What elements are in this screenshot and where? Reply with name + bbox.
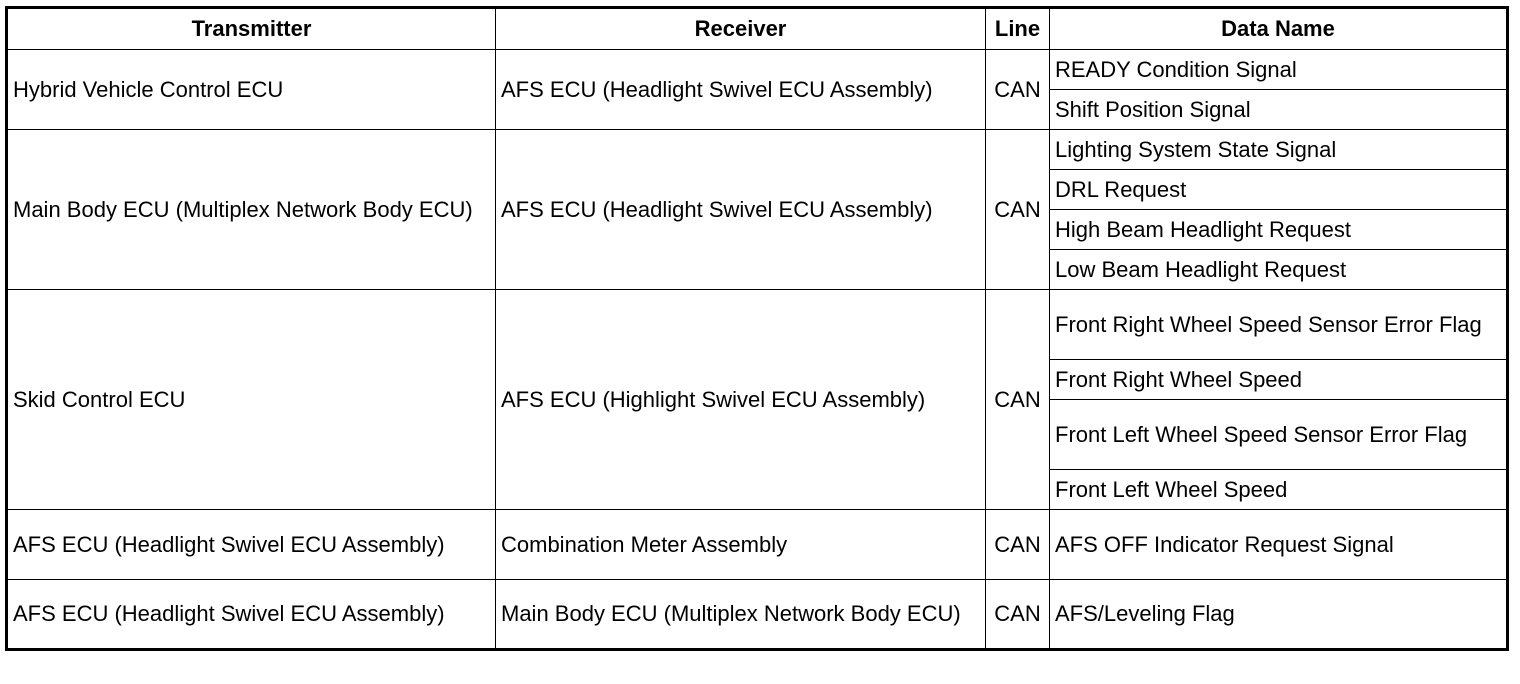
line-cell: CAN — [986, 580, 1050, 650]
data-name-cell: High Beam Headlight Request — [1050, 210, 1508, 250]
table-row — [7, 290, 1508, 360]
data-name-cell: Front Left Wheel Speed — [1050, 470, 1508, 510]
data-name-cell: Lighting System State Signal — [1050, 130, 1508, 170]
data-name-cell: READY Condition Signal — [1050, 50, 1508, 90]
line-cell: CAN — [986, 290, 1050, 510]
data-name-cell: Shift Position Signal — [1050, 90, 1508, 130]
receiver-cell: Combination Meter Assembly — [496, 510, 986, 580]
header-data-name: Data Name — [1050, 8, 1508, 50]
data-name-cell: AFS OFF Indicator Request Signal — [1050, 510, 1508, 580]
transmitter-cell: Hybrid Vehicle Control ECU — [7, 50, 496, 130]
data-name-cell: Front Right Wheel Speed — [1050, 360, 1508, 400]
line-cell: CAN — [986, 50, 1050, 130]
can-communication-table — [5, 6, 1509, 651]
transmitter-cell: AFS ECU (Headlight Swivel ECU Assembly) — [7, 580, 496, 650]
receiver-cell: Main Body ECU (Multiplex Network Body ECU) — [496, 580, 986, 650]
data-name-cell: Front Right Wheel Speed Sensor Error Flag — [1050, 290, 1508, 360]
line-cell: CAN — [986, 130, 1050, 290]
table-row — [7, 50, 1508, 90]
transmitter-cell: Main Body ECU (Multiplex Network Body ECU) — [7, 130, 496, 290]
data-name-cell: DRL Request — [1050, 170, 1508, 210]
data-name-cell: Front Left Wheel Speed Sensor Error Flag — [1050, 400, 1508, 470]
table-row — [7, 580, 1508, 650]
table-header-row — [7, 8, 1508, 50]
transmitter-cell: AFS ECU (Headlight Swivel ECU Assembly) — [7, 510, 496, 580]
table-row — [7, 130, 1508, 170]
transmitter-cell: Skid Control ECU — [7, 290, 496, 510]
data-name-cell: Low Beam Headlight Request — [1050, 250, 1508, 290]
line-cell: CAN — [986, 510, 1050, 580]
receiver-cell: AFS ECU (Highlight Swivel ECU Assembly) — [496, 290, 986, 510]
table-row — [7, 510, 1508, 580]
receiver-cell: AFS ECU (Headlight Swivel ECU Assembly) — [496, 50, 986, 130]
header-transmitter: Transmitter — [7, 8, 496, 50]
data-name-cell: AFS/Leveling Flag — [1050, 580, 1508, 650]
header-line: Line — [986, 8, 1050, 50]
header-receiver: Receiver — [496, 8, 986, 50]
receiver-cell: AFS ECU (Headlight Swivel ECU Assembly) — [496, 130, 986, 290]
